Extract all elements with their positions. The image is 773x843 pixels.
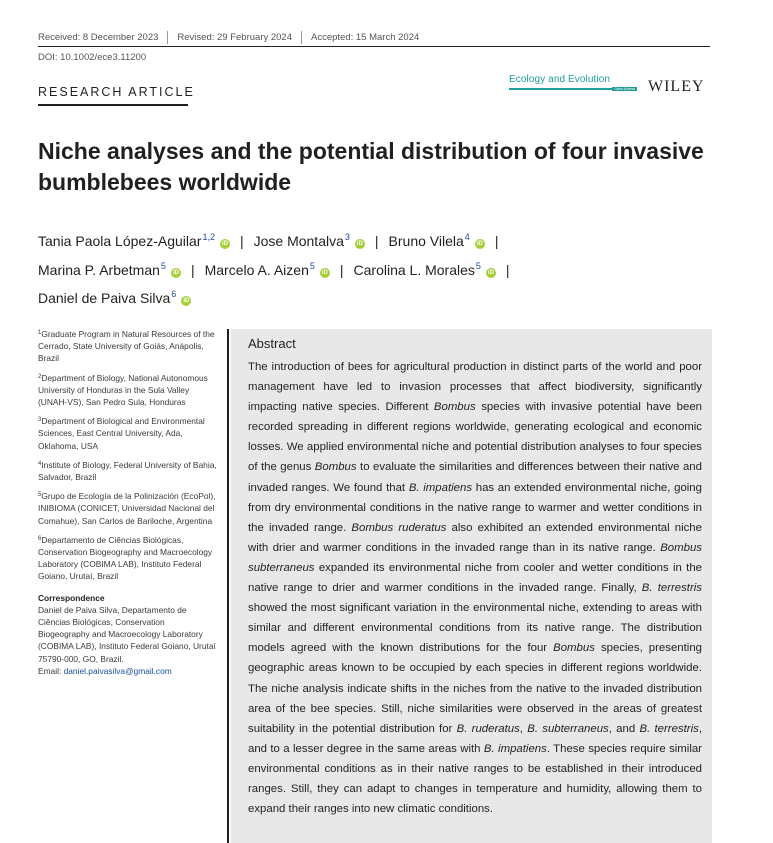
open-access-badge: Open Access [614, 87, 635, 91]
affiliation: $^5$Grupo de Ecología de la Polinización (EcoPol), INIBIOMA (CONICET, Universidad Nacional del Comahue), San Carlos de Bariloche, Argentina [38, 491, 216, 526]
author-separator: | [339, 261, 344, 278]
title-line: Niche analyses and the potential distribution of four invasive [38, 138, 704, 164]
abstract-text [248, 357, 702, 819]
header-rule [38, 46, 710, 47]
divider [167, 31, 168, 44]
taxon-name: B. terrestris [639, 722, 699, 735]
abstract-segment: also exhibited an extended environmental niche with drier and warmer conditions in the invaded range than in its native range. [248, 521, 702, 554]
orcid-icon[interactable]: iD [321, 269, 328, 276]
affiliation-ref[interactable]: 6 [171, 289, 177, 299]
doi[interactable]: DOI: 10.1002/ece3.11200 [38, 52, 147, 63]
correspondence-email: Email: daniel.paivasilva@gmail.com [38, 665, 172, 676]
correspondence-text: Daniel de Paiva Silva, Departamento de Ciências Biológicas, Conservation Biogeography and Macroecology Laboratory (COBIMA LAB), Instituto Federal Goiano, Urutaí 75790-000, GO, Brazil. [38, 604, 216, 664]
abstract-segment: , [519, 722, 528, 735]
taxon-name: B. impatiens [483, 742, 547, 755]
orcid-icon[interactable]: iD [183, 298, 190, 304]
abstract-segment: , and [608, 722, 640, 735]
abstract-segment: , and to a lesser degree in the same areas with [248, 722, 702, 755]
title-line: bumblebees worldwide [38, 169, 292, 195]
taxon-name: Bombus subterraneus [248, 541, 702, 574]
author-line [38, 254, 738, 283]
taxon-name: B. subterraneus [527, 722, 609, 735]
author[interactable]: Marina P. Arbetman$^5$iD [38, 260, 179, 278]
orcid-icon[interactable]: iD [221, 241, 228, 247]
taxon-name: Bombus [314, 461, 357, 474]
affiliation-ref[interactable]: 3 [344, 232, 350, 242]
abstract-heading: Abstract [248, 336, 296, 351]
author[interactable]: Carolina L. Morales$^5$iD [353, 260, 494, 278]
affiliation: $^1$Graduate Program in Natural Resources of the Cerrado, State University of Goiás, Anápolis, Brazil [38, 329, 215, 364]
abstract-segment: species, presenting geographic areas known to be occupied by each species in different regions worldwide. The niche analysis indicate shifts in the niches from the native to the invaded distribution area of the bee species. Still, niche similarities were observed in the areas of greatest suitability in the potential distribution for [248, 642, 702, 735]
author-separator: | [190, 261, 195, 278]
affiliation-ref[interactable]: 5 [475, 260, 481, 271]
affiliation-ref[interactable]: 5 [309, 260, 315, 271]
orcid-icon[interactable]: iD [172, 269, 179, 276]
abstract-segment: to evaluate the similarities and differences between their native and invaded ranges. We found that [248, 461, 702, 494]
divider [301, 31, 302, 44]
taxon-name: Bombus [553, 642, 595, 655]
abstract-segment: . These species require similar environmental conditions as in their native ranges to be established in their introduced ranges. Still, they can adapt to changes in temperature and humidity, allowing them to expand their ranges into new climatic conditions. [248, 742, 702, 816]
author-line [38, 282, 738, 311]
revised-date: Revised: 29 February 2024 [177, 32, 292, 43]
taxon-name: B. ruderatus [456, 722, 520, 735]
author-separator: | [494, 233, 499, 249]
orcid-icon[interactable]: iD [356, 241, 363, 247]
author[interactable]: Jose Montalva$^3$iD [253, 232, 363, 249]
correspondence-heading: Correspondence [38, 592, 105, 603]
abstract-segment: expanded its environmental niche from cooler and wetter conditions in the native range to drier and warmer conditions in the invaded range. Finally, [248, 561, 702, 595]
orcid-icon[interactable]: iD [476, 241, 483, 247]
abstract-rule [227, 329, 229, 843]
orcid-icon[interactable]: iD [487, 269, 494, 276]
author-list [38, 225, 738, 311]
affiliation: $^6$Departamento de Ciências Biológicas, Conservation Biogeography and Macroecology Laboratory (COBIMA LAB), Instituto Federal Goiano, Urutaí, Brazil [38, 534, 213, 582]
journal-logo[interactable] [509, 74, 637, 90]
taxon-name: Bombus ruderatus [351, 521, 447, 534]
article-type-rule [38, 104, 188, 106]
author-line [38, 225, 738, 254]
abstract-segment: The introduction of bees for agricultural production in distinct parts of the world and poor management have led to invasion processes that affect biodiversity, significantly impacting native species. Different [248, 361, 702, 414]
affiliation: $^3$Department of Biological and Environmental Sciences, East Central University, Ada, Oklahoma, USA [38, 416, 205, 451]
author[interactable]: Bruno Vilela$^4$iD [388, 232, 483, 249]
taxon-name: Bombus [433, 401, 476, 414]
affiliation: $^2$Department of Biology, National Autonomous University of Honduras in the Sula Valley (UNAH-VS), San Pedro Sula, Honduras [38, 372, 208, 408]
publisher-logo[interactable]: WILEY [648, 78, 705, 95]
author[interactable]: Daniel de Paiva Silva$^6$iD [38, 289, 190, 306]
abstract-segment: species with invasive potential have been recorded spreading in different regions worldwide, generating ecological and economic losses. We applied environmental niche and potential distribution analyses to four species of the genus [248, 401, 702, 474]
abstract-segment: showed the most significant variation in the environmental niche, extending to areas with similar and different environmental conditions from its native range. The distribution models agreed with the known distributions for the four [248, 602, 702, 655]
accepted-date: Accepted: 15 March 2024 [311, 32, 420, 43]
article-type: RESEARCH ARTICLE [38, 85, 195, 99]
author[interactable]: Tania Paola López-Aguilar$^{1,2}$iD [38, 232, 228, 249]
taxon-name: B. terrestris [641, 582, 702, 595]
received-date: Received: 8 December 2023 [38, 32, 159, 43]
affiliation-ref[interactable]: 4 [464, 232, 470, 242]
affiliation-ref[interactable]: 1,2 [202, 232, 215, 242]
affiliation-ref[interactable]: 5 [160, 260, 166, 271]
author[interactable]: Marcelo A. Aizen$^5$iD [204, 260, 328, 278]
abstract-segment: has an extended environmental niche, going from dry environmental conditions in the native range to warmer and wetter conditions in the invaded range. [248, 481, 702, 534]
author-separator: | [239, 233, 244, 249]
email-link[interactable]: daniel.paivasilva@gmail.com [63, 665, 172, 676]
journal-name: Ecology and Evolution [509, 74, 611, 85]
taxon-name: B. impatiens [408, 481, 473, 494]
affiliations [38, 327, 218, 677]
author-separator: | [505, 261, 510, 278]
affiliation: $^4$Institute of Biology, Federal University of Bahia, Salvador, Brazil [38, 459, 217, 483]
article-title [38, 136, 718, 198]
article-dates [38, 31, 419, 44]
author-separator: | [374, 233, 379, 249]
